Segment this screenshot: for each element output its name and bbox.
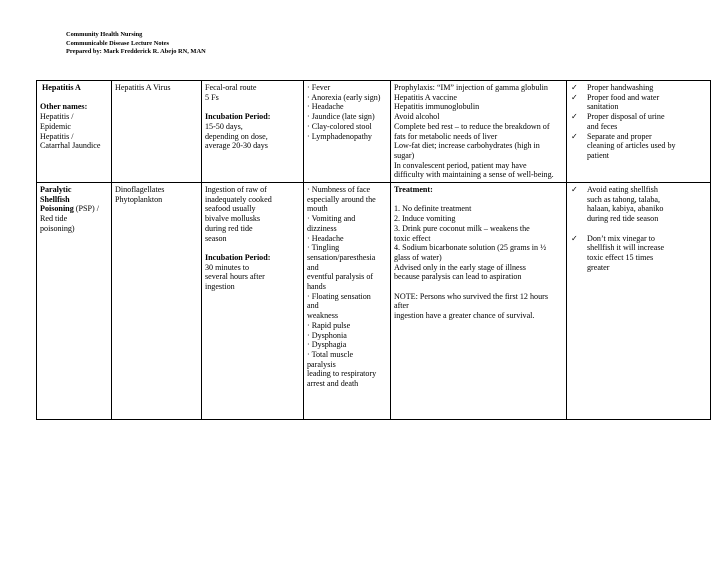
treatment-line: Hepatitis immunoglobulin xyxy=(394,102,480,112)
causative-agent: Dinoflagellates xyxy=(115,185,165,195)
sign-symptom: · Headache xyxy=(307,102,344,112)
prevention-item xyxy=(570,83,708,93)
incubation-period: 30 minutes to xyxy=(205,262,250,272)
transmission-cell xyxy=(202,81,304,183)
sign-symptom: sensation/paresthesia xyxy=(307,252,376,262)
transmission-mode: seafood usually xyxy=(205,204,256,214)
treatment-line: difficulty with maintaining a sense of well-being. xyxy=(394,170,554,180)
disease-title: Hepatitis A xyxy=(42,83,81,92)
sign-symptom: · Lymphadenopathy xyxy=(307,131,372,141)
checkmark-icon: ✓ xyxy=(571,112,578,122)
sign-symptom: · Headache xyxy=(307,233,344,243)
signs-cell xyxy=(304,81,391,183)
disease-table xyxy=(36,80,711,420)
other-name: Hepatitis / xyxy=(40,131,74,141)
sign-symptom: · Vomiting and xyxy=(307,214,356,224)
prevention-text: shellfish it will increase xyxy=(587,243,665,253)
other-name: Epidemic xyxy=(40,121,72,131)
treatment-note: ingestion have a greater chance of survival. xyxy=(394,311,535,321)
checkmark-icon: ✓ xyxy=(571,92,578,102)
prevention-text: Proper food and water xyxy=(587,92,660,102)
prevention-text: Avoid eating shellfish xyxy=(587,185,658,195)
sign-symptom: eventful paralysis of xyxy=(307,272,374,282)
disease-title: Paralytic xyxy=(40,185,72,195)
treatment-line: 1. No definite treatment xyxy=(394,204,472,214)
sign-symptom: especially around the xyxy=(307,194,376,204)
prevention-item xyxy=(570,234,708,273)
transmission-mode: bivalve mollusks xyxy=(205,214,261,224)
prevention-item xyxy=(570,93,708,112)
prevention-text: Separate and proper xyxy=(587,131,652,141)
document-header xyxy=(66,31,206,57)
treatment-note: after xyxy=(394,301,409,311)
transmission-mode: season xyxy=(205,233,227,243)
sign-symptom: · Rapid pulse xyxy=(307,320,351,330)
agent-cell xyxy=(112,183,202,420)
sign-symptom: dizziness xyxy=(307,223,337,233)
treatment-line: 2. Induce vomiting xyxy=(394,214,456,224)
incubation-period: depending on dose, xyxy=(205,131,268,141)
treatment-line: Prophylaxis: “IM” injection of gamma globulin xyxy=(394,83,548,92)
prevention-text: such as tahong, talaba, xyxy=(587,194,661,204)
table-row xyxy=(37,183,711,420)
transmission-mode: inadequately cooked xyxy=(205,194,272,204)
other-name: poisoning) xyxy=(40,223,75,233)
incubation-label: Incubation Period: xyxy=(205,252,271,262)
sign-symptom: · Dysphagia xyxy=(307,340,347,350)
treatment-line: Hepatitis A vaccine xyxy=(394,92,457,102)
treatment-line: 4. Sodium bicarbonate solution (25 grams in ½ xyxy=(394,243,547,253)
header-line-course: Community Health Nursing xyxy=(66,31,143,38)
prevention-text: Proper disposal of urine xyxy=(587,112,665,122)
other-names-label: Other names: xyxy=(40,102,88,112)
sign-symptom: · Total muscle xyxy=(307,349,354,359)
table-row xyxy=(37,81,711,183)
prevention-cell xyxy=(567,81,711,183)
prevention-item xyxy=(570,132,708,161)
treatment-line: Advised only in the early stage of illness xyxy=(394,262,526,272)
sign-symptom: · Jaundice (late sign) xyxy=(307,112,375,122)
treatment-line: Avoid alcohol xyxy=(394,112,440,122)
prevention-text: patient xyxy=(587,150,610,160)
treatment-note: NOTE: Persons who survived the first 12 hours xyxy=(394,291,548,301)
other-name: Hepatitis / xyxy=(40,112,74,122)
prevention-text: Don’t mix vinegar to xyxy=(587,233,655,243)
treatment-line: 3. Drink pure coconut milk – weakens the xyxy=(394,223,530,233)
prevention-text: toxic effect 15 times xyxy=(587,252,654,262)
treatment-line: because paralysis can lead to aspiration xyxy=(394,272,522,282)
incubation-period: ingestion xyxy=(205,282,235,292)
transmission-mode: 5 Fs xyxy=(205,92,219,102)
sign-symptom: · Tingling xyxy=(307,243,340,253)
incubation-label: Incubation Period: xyxy=(205,112,271,122)
sign-symptom: arrest and death xyxy=(307,379,359,389)
agent-cell xyxy=(112,81,202,183)
signs-cell xyxy=(304,183,391,420)
causative-agent: Hepatitis A Virus xyxy=(115,83,171,92)
sign-symptom: · Numbness of face xyxy=(307,185,371,195)
sign-symptom: · Anorexia (early sign) xyxy=(307,92,381,102)
prevention-text: Proper handwashing xyxy=(587,83,654,92)
sign-symptom: mouth xyxy=(307,204,328,214)
sign-symptom: hands xyxy=(307,282,326,292)
checkmark-icon: ✓ xyxy=(571,83,578,92)
prevention-text: cleaning of articles used by xyxy=(587,141,676,151)
transmission-mode: Fecal-oral route xyxy=(205,83,257,92)
transmission-cell xyxy=(202,183,304,420)
treatment-cell xyxy=(391,81,567,183)
prevention-text: sanitation xyxy=(587,102,619,112)
treatment-line: In convalescent period, patient may have xyxy=(394,160,527,170)
treatment-label: Treatment: xyxy=(394,185,433,195)
incubation-period: several hours after xyxy=(205,272,265,282)
prevention-text: halaan, kabiya, abaniko xyxy=(587,204,664,214)
checkmark-icon: ✓ xyxy=(571,131,578,141)
checkmark-icon: ✓ xyxy=(571,233,578,243)
sign-symptom: weakness xyxy=(307,311,339,321)
sign-symptom: · Fever xyxy=(307,83,331,92)
causative-agent: Phytoplankton xyxy=(115,194,163,204)
treatment-line: toxic effect xyxy=(394,233,431,243)
treatment-line: fats for metabolic needs of liver xyxy=(394,131,498,141)
sign-symptom: paralysis xyxy=(307,359,336,369)
sign-symptom: · Floating sensation xyxy=(307,291,371,301)
sign-symptom: · Clay-colored stool xyxy=(307,121,372,131)
disease-title-last-line: Poisoning (PSP) / xyxy=(40,204,99,214)
disease-cell xyxy=(37,183,112,420)
prevention-text: and feces xyxy=(587,121,618,131)
other-name: Catarrhal Jaundice xyxy=(40,141,101,151)
treatment-line: Complete bed rest – to reduce the breakdown of xyxy=(394,121,550,131)
disease-cell xyxy=(37,81,112,183)
transmission-mode: Ingestion of raw of xyxy=(205,185,267,195)
sign-symptom: and xyxy=(307,301,319,311)
treatment-line: sugar) xyxy=(394,150,415,160)
prevention-cell xyxy=(567,183,711,420)
prevention-item xyxy=(570,185,708,224)
header-line-author: Prepared by: Mark Fredderick R. Abejo RN, MAN xyxy=(66,48,206,56)
sign-symptom: and xyxy=(307,262,319,272)
prevention-text: during red tide season xyxy=(587,214,659,224)
other-name: Red tide xyxy=(40,214,68,224)
transmission-mode: during red tide xyxy=(205,223,253,233)
checkmark-icon: ✓ xyxy=(571,185,578,195)
prevention-item xyxy=(570,112,708,131)
prevention-text: greater xyxy=(587,262,610,272)
disease-title: Shellfish xyxy=(40,194,70,204)
other-names-list xyxy=(40,112,109,151)
treatment-cell xyxy=(391,183,567,420)
incubation-period: 15-50 days, xyxy=(205,121,243,131)
incubation-period: average 20-30 days xyxy=(205,141,268,151)
sign-symptom: leading to respiratory xyxy=(307,369,377,379)
sign-symptom: · Dysphonia xyxy=(307,330,347,340)
header-line-notes: Communicable Disease Lecture Notes xyxy=(66,39,170,47)
treatment-line: Low-fat diet; increase carbohydrates (high in xyxy=(394,141,540,151)
treatment-line: glass of water) xyxy=(394,252,442,262)
